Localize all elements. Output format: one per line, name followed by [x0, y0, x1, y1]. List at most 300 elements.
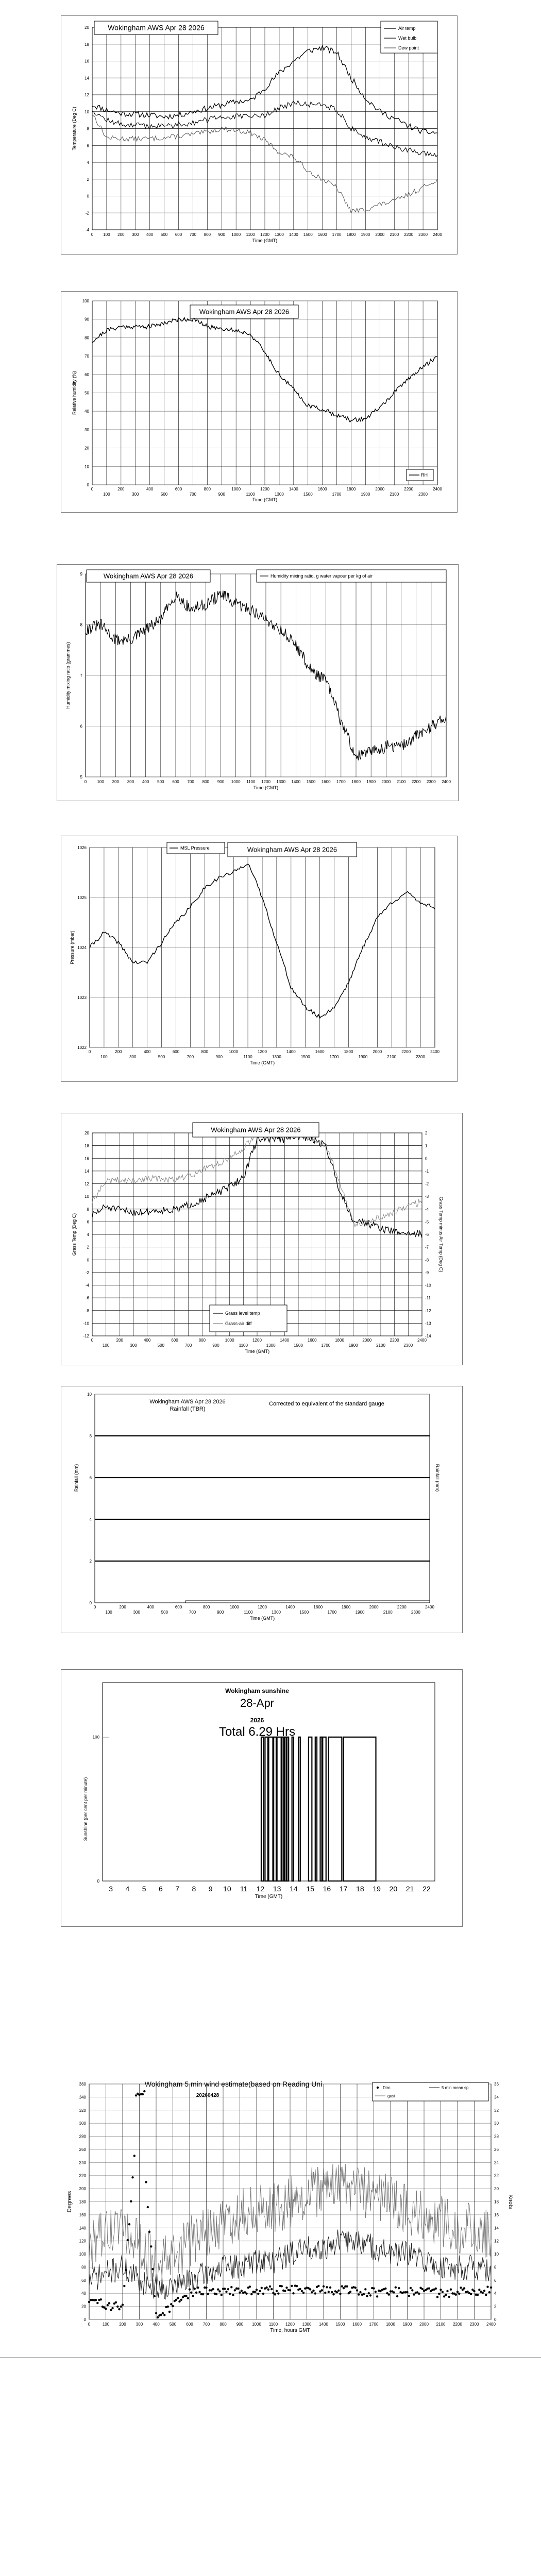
grass-x-tick-label: 2100 [376, 1343, 385, 1348]
wind-dirn-point [130, 2200, 132, 2202]
wind-dirn-point [267, 2289, 269, 2291]
grass-y-tick-label: 20 [84, 1131, 89, 1136]
mix-y-tick-label: 8 [80, 622, 82, 628]
wind-dirn-point [229, 2293, 231, 2295]
temp-y-tick-label: 4 [87, 160, 89, 165]
rh-y-tick-label: 10 [84, 464, 89, 469]
wind-y2-tick-label: 2 [494, 2304, 497, 2309]
pres-x-tick-label: 400 [143, 1049, 151, 1054]
wind-dirn-point [96, 2302, 98, 2304]
wind-x-tick-label: 600 [186, 2322, 193, 2327]
rh-x-tick-label: 2300 [418, 492, 428, 497]
wind-dirn-point [324, 2292, 326, 2294]
wind-dirn-point [436, 2296, 438, 2298]
wind-dirn-point [168, 2311, 171, 2313]
mix-x-tick-label: 1000 [231, 779, 241, 784]
pres-x-tick-label: 1600 [315, 1049, 325, 1054]
wind-dirn-point [349, 2291, 351, 2293]
temp-x-tick-label: 500 [160, 232, 168, 237]
wind-dirn-point [460, 2286, 462, 2289]
wind-dirn-point [359, 2291, 361, 2293]
wind-dirn-point [122, 2303, 124, 2306]
wind-y-tick-label: 320 [79, 2108, 86, 2113]
wind-y-tick-label: 200 [79, 2187, 86, 2192]
grass-y-tick-label: 4 [87, 1232, 89, 1237]
wind-dirn-point [108, 2302, 110, 2304]
rh-y-tick-label: 100 [82, 299, 89, 303]
mix-y-tick-label: 6 [80, 724, 82, 729]
mix-x-tick-label: 2100 [396, 779, 406, 784]
temp-x-tick-label: 2200 [404, 232, 414, 237]
grass-y-tick-label: -12 [83, 1334, 89, 1338]
sun-x-tick-label: 17 [339, 1885, 348, 1893]
wind-dirn-point [237, 2287, 239, 2290]
rain-x-tick-label: 2100 [383, 1610, 393, 1615]
wind-dirn-point [299, 2288, 301, 2290]
grass-x-tick-label: 1000 [225, 1338, 234, 1343]
rain-subtitle: Rainfall (TBR) [170, 1406, 206, 1412]
wind-y-tick-label: 240 [79, 2160, 86, 2165]
mix-x-tick-label: 1200 [261, 779, 270, 784]
wind-dirn-point [187, 2297, 189, 2299]
rain-x-tick-label: 1700 [327, 1610, 337, 1615]
grass-y-axis-label: Grass Temp (Deg C) [72, 1213, 77, 1256]
wind-x-tick-label: 500 [169, 2322, 177, 2327]
pressure-chart-panel [61, 836, 458, 1082]
wind-dirn-point [88, 2301, 90, 2303]
wind-x-tick-label: 2300 [469, 2322, 479, 2327]
pres-x-tick-label: 300 [129, 1055, 137, 1059]
wind-x-tick-label: 1000 [252, 2322, 261, 2327]
wind-dirn-point [131, 2176, 133, 2178]
rain-x-tick-label: 200 [119, 1605, 126, 1609]
wind-dirn-point [115, 2301, 117, 2303]
pres-x-tick-label: 1700 [329, 1055, 339, 1059]
grass-x-tick-label: 600 [171, 1338, 178, 1343]
wind-dirn-point [212, 2288, 214, 2290]
wind-dirn-point [155, 2312, 157, 2314]
rain-x-tick-label: 2200 [397, 1605, 407, 1609]
wind-dirn-point [262, 2293, 264, 2295]
wind-dirn-point [418, 2293, 420, 2295]
wind-dirn-point [133, 2155, 136, 2157]
rain-y-tick-label: 4 [89, 1517, 92, 1522]
wind-y-tick-label: 100 [79, 2252, 86, 2257]
wind-dirn-point [329, 2286, 331, 2289]
mix-x-tick-label: 300 [127, 779, 134, 784]
rh-x-tick-label: 200 [117, 487, 125, 492]
wind-dirn-point [249, 2285, 251, 2287]
rain-x-tick-label: 2300 [411, 1610, 420, 1615]
pres-y-axis-label: Pressure (mbar) [70, 930, 75, 964]
pres-x-tick-label: 700 [187, 1055, 194, 1059]
rh-x-tick-label: 2100 [390, 492, 399, 497]
rainfall-chart [61, 1386, 463, 1634]
wind-x-tick-label: 1900 [402, 2322, 412, 2327]
wind-x-tick-label: 700 [202, 2322, 210, 2327]
rh-x-tick-label: 300 [132, 492, 139, 497]
temp-x-tick-label: 1800 [346, 232, 356, 237]
temp-x-tick-label: 1600 [317, 232, 327, 237]
wind-dirn-point [458, 2293, 460, 2295]
rain-x-tick-label: 2000 [369, 1605, 379, 1609]
wind-dirn-point [185, 2295, 187, 2297]
sunshine-chart [61, 1670, 463, 1927]
pres-y-tick-label: 1026 [77, 845, 87, 850]
wind-dirn-point [296, 2285, 298, 2287]
rh-x-tick-label: 2000 [375, 487, 385, 492]
rain-y-tick-label: 2 [89, 1559, 92, 1564]
wind-dirn-point [309, 2288, 311, 2290]
wind-y2-tick-label: 4 [494, 2291, 497, 2296]
wind-y2-tick-label: 24 [494, 2160, 499, 2165]
mix-x-tick-label: 1800 [351, 779, 361, 784]
temp-x-tick-label: 300 [132, 232, 139, 237]
rh-x-tick-label: 1000 [231, 487, 241, 492]
grass-x-tick-label: 2400 [417, 1338, 427, 1343]
wind-dirn-point [265, 2286, 267, 2289]
wind-dirn-point [111, 2307, 113, 2309]
grass-y2-tick-label: 1 [425, 1143, 428, 1148]
grass-y2-tick-label: 2 [425, 1131, 428, 1136]
grass-x-tick-label: 2000 [362, 1338, 372, 1343]
wind-dirn-point [373, 2287, 375, 2290]
grass-x-tick-label: 200 [116, 1338, 124, 1343]
temp-y-tick-label: -2 [85, 211, 89, 216]
grass-x-axis-label: Time (GMT) [244, 1349, 270, 1354]
wind-dirn-point [446, 2290, 448, 2292]
wind-y-tick-label: 180 [79, 2199, 86, 2205]
mix-y-tick-label: 9 [80, 572, 82, 577]
wind-dirn-point [356, 2289, 358, 2291]
rh-x-tick-label: 1100 [246, 492, 255, 497]
wind-y2-tick-label: 22 [494, 2173, 499, 2178]
rh-y-tick-label: 80 [84, 335, 89, 341]
sun-x-tick-label: 15 [306, 1885, 314, 1893]
wind-dirn-point [341, 2285, 343, 2287]
sun-x-tick-label: 10 [223, 1885, 231, 1893]
wind-dirn-point [195, 2292, 197, 2294]
rain-x-tick-label: 400 [147, 1605, 155, 1609]
wind-dirn-point [376, 2295, 378, 2297]
wind-dirn-point [145, 2181, 147, 2183]
wind-x-tick-label: 1500 [335, 2322, 345, 2327]
pres-x-tick-label: 1800 [344, 1049, 353, 1054]
wind-dirn-point [396, 2295, 398, 2297]
wind-dirn-point [358, 2293, 360, 2295]
wind-dirn-point [239, 2292, 241, 2294]
temp-x-tick-label: 200 [117, 232, 125, 237]
mix-x-tick-label: 800 [202, 779, 210, 784]
sun-y-tick-label: 0 [97, 1879, 99, 1884]
wind-dirn-point [207, 2293, 209, 2295]
wind-x-axis-label: Time, hours GMT [270, 2328, 310, 2333]
temp-x-tick-label: 2100 [390, 232, 399, 237]
sun-x-axis-label: Time (GMT) [255, 1894, 283, 1900]
mix-x-tick-label: 1500 [306, 779, 316, 784]
wind-y2-axis-label: Knots [508, 2194, 514, 2209]
wind-y2-tick-label: 16 [494, 2212, 499, 2217]
wind-y2-tick-label: 6 [494, 2278, 497, 2283]
wind-dirn-point [175, 2299, 177, 2301]
grass-y-tick-label: 10 [84, 1194, 89, 1199]
rain-x-tick-label: 900 [217, 1610, 224, 1615]
wind-dirn-point [448, 2296, 450, 2298]
grass-y2-tick-label: -1 [425, 1168, 429, 1174]
wind-dirn-point [413, 2293, 415, 2295]
pres-x-tick-label: 500 [158, 1055, 165, 1059]
grass-x-tick-label: 1600 [307, 1338, 317, 1343]
wind-dirn-point [277, 2293, 279, 2295]
wind-x-tick-label: 200 [119, 2322, 126, 2327]
mix-y-tick-label: 5 [80, 775, 82, 779]
grass-y2-tick-label: -12 [425, 1308, 431, 1313]
grass-x-tick-label: 0 [91, 1338, 94, 1343]
wind-dirn-point [225, 2291, 227, 2293]
wind-dirn-point [197, 2286, 199, 2289]
grass-y2-tick-label: -11 [425, 1296, 431, 1301]
temp-x-tick-label: 700 [189, 232, 197, 237]
grass-x-tick-label: 700 [184, 1343, 192, 1348]
rain-x-tick-label: 1400 [285, 1605, 295, 1609]
pres-y-tick-label: 1025 [77, 895, 87, 900]
rain-x-tick-label: 300 [133, 1610, 140, 1615]
rh-x-tick-label: 1700 [332, 492, 342, 497]
rain-x-tick-label: 1300 [272, 1610, 281, 1615]
wind-dirn-point [466, 2291, 468, 2293]
wind-dirn-point [482, 2292, 484, 2294]
rh-x-tick-label: 900 [218, 492, 225, 497]
temp-y-tick-label: 6 [87, 143, 89, 148]
grass-title: Wokingham AWS Apr 28 2026 [211, 1126, 301, 1134]
wind-x-tick-label: 2200 [453, 2322, 462, 2327]
grass-y-tick-label: 18 [84, 1143, 89, 1148]
temp-x-tick-label: 1300 [275, 232, 284, 237]
temp-x-tick-label: 400 [146, 232, 154, 237]
wind-x-tick-label: 1800 [386, 2322, 395, 2327]
mixing-ratio-chart-panel [57, 564, 459, 801]
temp-x-tick-label: 1000 [231, 232, 241, 237]
wind-x-tick-label: 0 [88, 2322, 91, 2327]
wind-y-tick-label: 0 [83, 2317, 86, 2322]
rain-y-tick-label: 0 [89, 1601, 92, 1605]
wind-legend-swatch [377, 2087, 379, 2089]
wind-dirn-point [478, 2289, 480, 2291]
rh-x-tick-label: 2200 [404, 487, 414, 492]
wind-dirn-point [443, 2295, 445, 2297]
wind-dirn-point [227, 2288, 229, 2290]
wind-dirn-point [105, 2308, 107, 2310]
pres-x-tick-label: 600 [172, 1049, 180, 1054]
wind-dirn-point [411, 2289, 413, 2291]
wind-dirn-point [148, 2231, 150, 2233]
wind-dirn-point [284, 2290, 286, 2292]
wind-dirn-point [135, 2094, 137, 2096]
rh-y-tick-label: 0 [87, 483, 89, 487]
wind-dirn-point [221, 2294, 223, 2296]
rh-legend-label: RH [421, 472, 428, 478]
wind-dirn-point [154, 2295, 156, 2297]
wind-dirn-point [172, 2305, 174, 2307]
sun-x-tick-label: 5 [142, 1885, 146, 1893]
grass-y-tick-label: 12 [84, 1181, 89, 1187]
wind-dirn-point [346, 2285, 348, 2287]
wind-dirn-point [250, 2293, 252, 2295]
temp-x-tick-label: 2400 [433, 232, 442, 237]
wind-dirn-point [311, 2291, 313, 2293]
wind-x-tick-label: 1200 [285, 2322, 295, 2327]
wind-dirn-point [232, 2294, 234, 2296]
temp-x-axis-label: Time (GMT) [252, 238, 278, 243]
grass-y-tick-label: 16 [84, 1156, 89, 1161]
temp-y-tick-label: 12 [84, 93, 89, 97]
wind-y-tick-label: 60 [81, 2278, 86, 2283]
grass-y-tick-label: -8 [85, 1308, 89, 1313]
wind-dirn-point [366, 2295, 368, 2297]
wind-x-tick-label: 800 [219, 2322, 227, 2327]
wind-y-tick-label: 140 [79, 2226, 86, 2231]
wind-dirn-point [488, 2291, 491, 2293]
grass-y2-tick-label: -8 [425, 1258, 429, 1263]
temp-y-tick-label: 8 [87, 126, 89, 131]
rain-x-tick-label: 1600 [313, 1605, 323, 1609]
wind-y2-tick-label: 18 [494, 2199, 499, 2205]
grass-x-tick-label: 400 [143, 1338, 151, 1343]
pres-x-tick-label: 2100 [387, 1055, 397, 1059]
wind-legend-label: 5 min mean sp [442, 2086, 469, 2090]
wind-dirn-point [393, 2291, 395, 2293]
temp-y-tick-label: 2 [87, 177, 89, 182]
mix-x-tick-label: 0 [84, 779, 87, 784]
pres-x-tick-label: 1100 [243, 1055, 252, 1059]
mix-y-axis-label: Humidity mixing ratio (grammes) [65, 642, 71, 709]
wind-dirn-point [408, 2295, 410, 2297]
wind-y-tick-label: 160 [79, 2212, 86, 2217]
wind-dirn-point [261, 2287, 263, 2289]
grass-temp-chart-panel [61, 1113, 463, 1365]
mix-x-tick-label: 2300 [426, 779, 436, 784]
wind-dirn-point [332, 2293, 334, 2295]
sun-title: Wokingham sunshine [225, 1687, 289, 1694]
wind-dirn-point [167, 2306, 169, 2308]
grass-y-tick-label: -2 [85, 1270, 89, 1275]
wind-y-tick-label: 220 [79, 2173, 86, 2178]
wind-dirn-point [190, 2292, 192, 2294]
wind-y2-tick-label: 0 [494, 2317, 497, 2322]
sun-x-tick-label: 3 [109, 1885, 113, 1893]
wind-dirn-point [369, 2294, 371, 2296]
temp-x-tick-label: 1100 [246, 232, 255, 237]
mix-x-tick-label: 900 [217, 779, 225, 784]
wind-dirn-point [151, 2268, 154, 2270]
wind-dirn-point [257, 2293, 259, 2295]
grass-x-tick-label: 1800 [335, 1338, 344, 1343]
sun-x-tick-label: 7 [175, 1885, 180, 1893]
sunshine-chart-panel [61, 1669, 463, 1927]
wind-y-tick-label: 120 [79, 2239, 86, 2244]
wind-x-tick-label: 900 [236, 2322, 244, 2327]
mix-x-tick-label: 1400 [291, 779, 301, 784]
pres-legend-label: MSL Pressure [180, 845, 210, 851]
rh-y-tick-label: 30 [84, 427, 89, 432]
rh-y-tick-label: 90 [84, 317, 89, 322]
wind-dirn-point [339, 2293, 341, 2295]
wind-dirn-point [442, 2291, 444, 2293]
mix-x-tick-label: 1900 [366, 779, 376, 784]
temp-legend-label: Dew point [398, 45, 419, 50]
rh-x-tick-label: 100 [103, 492, 110, 497]
grass-y2-tick-label: -13 [425, 1321, 431, 1326]
wind-dirn-point [483, 2290, 485, 2292]
temp-x-tick-label: 0 [91, 232, 94, 237]
rh-y-axis-label: Relative humidity (%) [72, 370, 77, 415]
wind-x-tick-label: 1400 [319, 2322, 328, 2327]
rain-x-axis-label: Time (GMT) [249, 1616, 275, 1621]
grass-x-tick-label: 2300 [403, 1343, 413, 1348]
wind-dirn-point [485, 2294, 487, 2296]
wind-chart-panel [61, 2076, 514, 2354]
wind-dirn-point [217, 2289, 219, 2291]
rh-x-tick-label: 500 [160, 492, 168, 497]
mix-x-tick-label: 200 [112, 779, 120, 784]
wind-x-tick-label: 100 [102, 2322, 110, 2327]
grass-y2-tick-label: -7 [425, 1245, 429, 1250]
grass-y2-tick-label: -9 [425, 1270, 429, 1275]
grass-x-tick-label: 500 [157, 1343, 165, 1348]
humidity-chart-panel [61, 291, 458, 513]
sun-y-tick-label: 100 [92, 1735, 99, 1740]
rh-x-tick-label: 400 [146, 487, 154, 492]
wind-dirn-point [180, 2299, 182, 2301]
grass-x-tick-label: 1900 [348, 1343, 358, 1348]
wind-dirn-point [331, 2291, 333, 2293]
wind-dirn-point [276, 2290, 278, 2292]
rain-y-tick-label: 10 [87, 1392, 92, 1397]
temp-x-tick-label: 1400 [289, 232, 298, 237]
rh-x-tick-label: 1800 [346, 487, 356, 492]
rain-x-tick-label: 0 [93, 1605, 96, 1609]
rain-x-tick-label: 2400 [425, 1605, 434, 1609]
wind-x-tick-label: 400 [153, 2322, 160, 2327]
pres-x-tick-label: 2300 [416, 1055, 425, 1059]
wind-dirn-point [194, 2287, 196, 2290]
pres-x-tick-label: 1500 [300, 1055, 310, 1059]
wind-y-tick-label: 300 [79, 2121, 86, 2126]
wind-dirn-point [254, 2291, 256, 2293]
grass-legend-label: Grass-air diff [225, 1321, 252, 1326]
grass-y2-tick-label: -3 [425, 1194, 429, 1199]
mix-x-tick-label: 400 [142, 779, 149, 784]
wind-dirn-point [274, 2293, 276, 2295]
rh-y-tick-label: 40 [84, 409, 89, 414]
temp-x-tick-label: 2300 [418, 232, 428, 237]
wind-dirn-point [364, 2288, 366, 2290]
grass-x-tick-label: 1100 [239, 1343, 248, 1348]
wind-dirn-point [477, 2294, 479, 2296]
mix-legend-label: Humidity mixing ratio, g water vapour per kg of air [270, 573, 373, 579]
temp-x-tick-label: 1200 [260, 232, 269, 237]
wind-dirn-point [177, 2297, 179, 2299]
temp-x-tick-label: 2000 [375, 232, 385, 237]
temp-y-tick-label: 20 [84, 25, 89, 30]
grass-y2-tick-label: -14 [425, 1334, 431, 1338]
wind-dirn-point [218, 2290, 221, 2292]
grass-y2-tick-label: -2 [425, 1181, 429, 1187]
wind-dirn-point [336, 2291, 338, 2293]
temp-x-tick-label: 900 [218, 232, 225, 237]
wind-y2-tick-label: 14 [494, 2226, 499, 2231]
pres-y-tick-label: 1023 [77, 995, 87, 1000]
